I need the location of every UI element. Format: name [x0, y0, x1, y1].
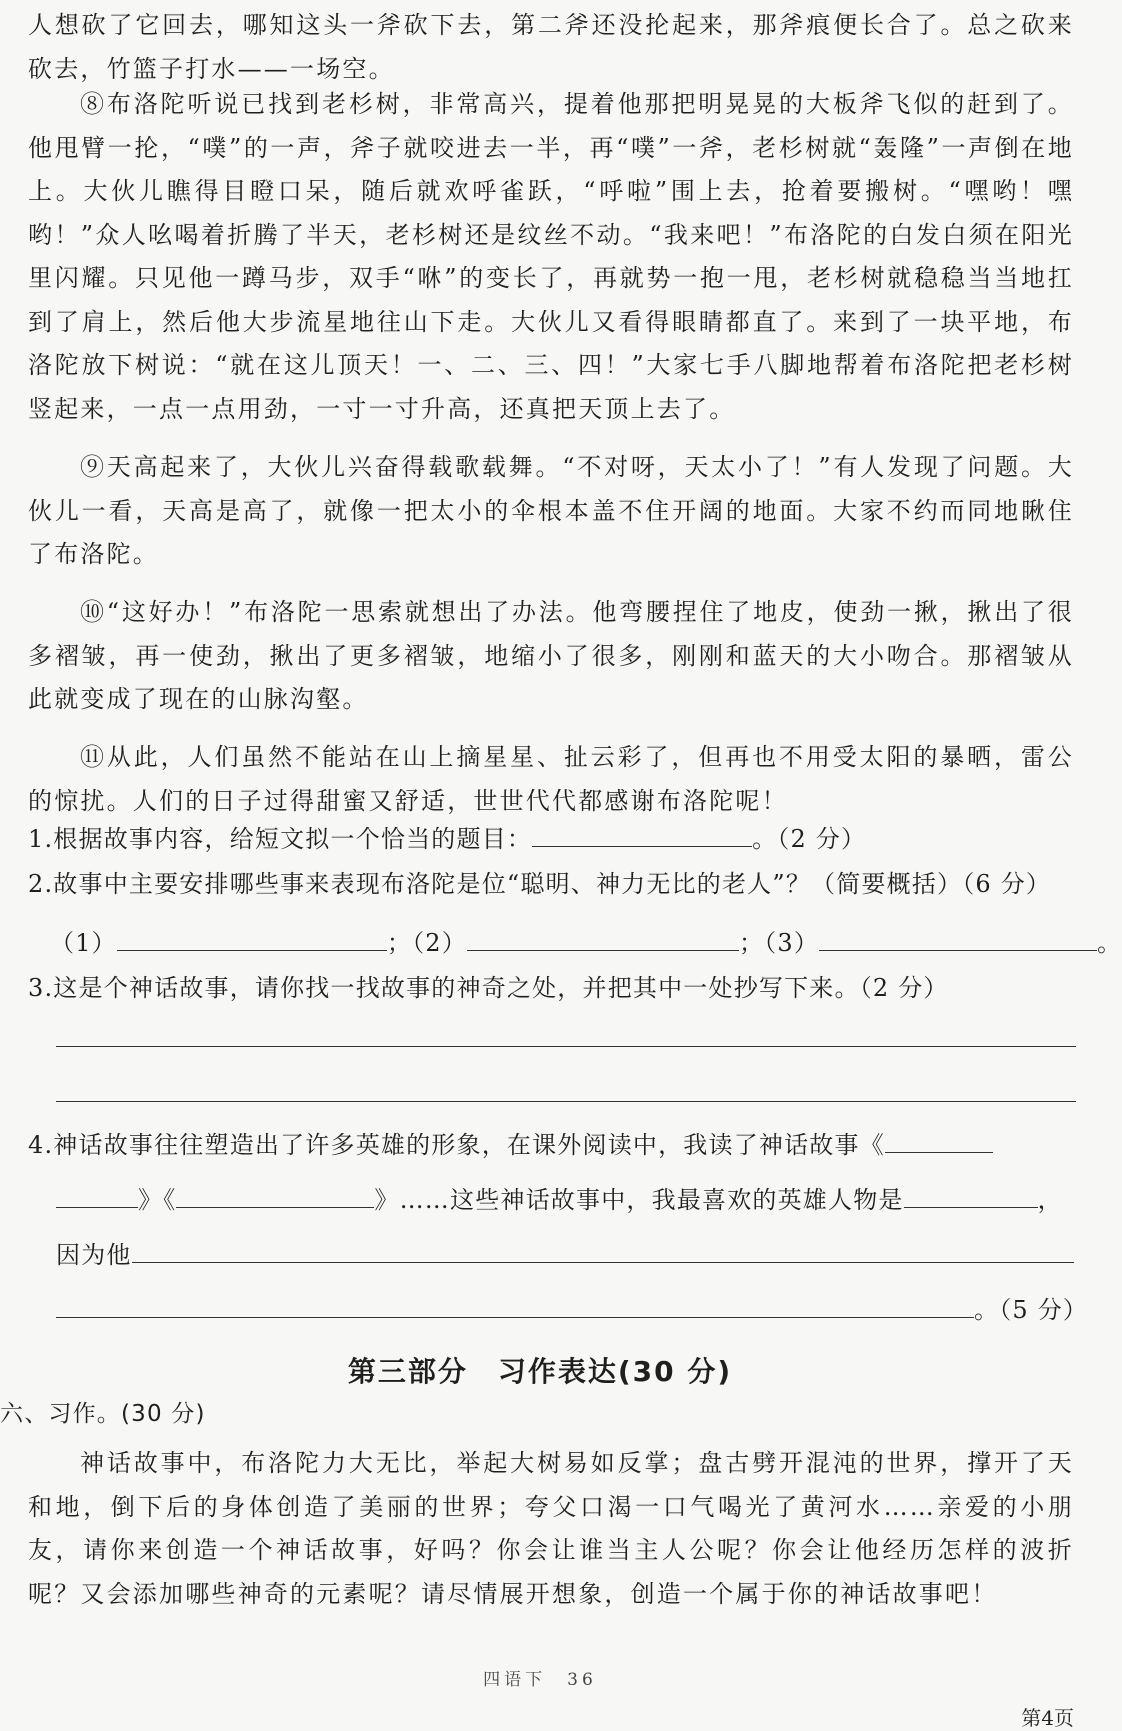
- favorite-hero-text: 》……这些神话故事中，我最喜欢的英雄人物是: [374, 1186, 904, 1214]
- answer-line-1[interactable]: [56, 1046, 1076, 1047]
- question-1-text: 1.根据故事内容，给短文拟一个恰当的题目：: [28, 825, 533, 853]
- question-4-line-3: [56, 1238, 1074, 1271]
- reason-blank-1[interactable]: [132, 1238, 1074, 1263]
- answer-label-3: ；（3）: [738, 929, 820, 957]
- answer-end: 。: [1097, 929, 1122, 957]
- story-paragraph-10: ⑩“这好办！”布洛陀一思索就想出了办法。他弯腰捏住了地皮，使劲一揪，揪出了很多褶皱，再一使劲，揪出了更多褶皱，地缩小了很多，刚刚和蓝天的大小吻合。那褶皱从此就变成了现在的山脉沟壑。: [28, 598, 1074, 713]
- story-paragraph-9: ⑨天高起来了，大伙儿兴奋得载歌载舞。“不对呀，天太小了！”有人发现了问题。大伙儿一看，天高是高了，就像一把太小的伞根本盖不住开阔的地面。大家不约而同地瞅住了布洛陀。: [28, 453, 1074, 568]
- page-footer-label: 四语下 36: [483, 1670, 597, 1690]
- question-4-line-4: [56, 1293, 1088, 1326]
- page-number: 第4页: [1021, 1706, 1074, 1730]
- question-4-text: 4.神话故事往往塑造出了许多英雄的形象，在课外阅读中，我读了神话故事《: [28, 1131, 885, 1159]
- answer-label-2: ；（2）: [386, 929, 467, 957]
- reason-blank-2[interactable]: [56, 1293, 974, 1318]
- event-answer-blank-1[interactable]: [117, 926, 387, 951]
- question-4-line-1: [28, 1128, 993, 1161]
- book-title-blank-1a[interactable]: [885, 1128, 993, 1153]
- title-answer-blank[interactable]: [532, 822, 752, 847]
- question-1: [28, 822, 866, 855]
- section-title: 第三部分 习作表达(30 分): [347, 1355, 733, 1388]
- story-paragraph-continued: 人想砍了它回去，哪知这头一斧砍下去，第二斧还没抡起来，那斧痕便长合了。总之砍来砍去，竹篮子打水——一场空。: [28, 11, 1074, 83]
- answer-label-1: （1）: [50, 929, 117, 957]
- event-answer-blank-3[interactable]: [819, 926, 1097, 951]
- question-2-text: 2.故事中主要安排哪些事来表现布洛陀是位“聪明、神力无比的老人”？（简要概括）（6 分）: [28, 870, 1052, 898]
- story-paragraph-8: ⑧布洛陀听说已找到老杉树，非常高兴，提着他那把明晃晃的大板斧飞似的赶到了。他甩臂一抡，“噗”的一声，斧子就咬进去一半，再“噗”一斧，老杉树就“轰隆”一声倒在地上。大伙儿瞧得目瞪口呆，随后就欢呼雀跃，“呼啦”围上去，抢着要搬树。“嘿哟！嘿哟！”众人吆喝着折腾了半天，老杉树还是纹丝不动。“我来吧！”布洛陀的白发白须在阳光里闪耀。只见他一蹲马步，双手“咻”的变长了，再就势一抱一甩，老杉树就稳稳当当地扛到了肩上，然后他大步流星地往山下走。大伙儿又看得眼睛都直了。来到了一块平地，布洛陀放下树说：“就在这儿顶天！一、二、三、四！”大家七手八脚地帮着布洛陀把老杉树竖起来，一点一点用劲，一寸一寸升高，还真把天顶上去了。: [28, 90, 1074, 423]
- event-answer-blank-2[interactable]: [467, 926, 739, 951]
- question-4-line-2: [56, 1183, 1063, 1216]
- book-title-blank-1b[interactable]: [56, 1183, 138, 1208]
- story-paragraph-11: ⑪从此，人们虽然不能站在山上摘星星、扯云彩了，但再也不用受太阳的暴晒，雷公的惊扰。人们的日子过得甜蜜又舒适，世世代代都感谢布洛陀呢！: [28, 743, 1074, 815]
- because-label: 因为他: [56, 1241, 132, 1269]
- book-title-blank-2[interactable]: [176, 1183, 374, 1208]
- book-bracket-separator: 》《: [138, 1186, 177, 1214]
- answer-line-2[interactable]: [56, 1101, 1076, 1102]
- question-2-answers: [50, 926, 1122, 959]
- question-4-score: 。（5 分）: [974, 1296, 1089, 1324]
- essay-prompt: 神话故事中，布洛陀力大无比，举起大树易如反掌；盘古劈开混沌的世界，撑开了天和地，倒下后的身体创造了美丽的世界；夸父口渴一口气喝光了黄河水……亲爱的小朋友，请你来创造一个神话故事，好吗？你会让谁当主人公呢？你会让他经历怎样的波折呢？又会添加哪些神奇的元素呢？请尽情展开想象，创造一个属于你的神话故事吧！: [28, 1449, 1074, 1608]
- question-3-text: 3.这是个神话故事，请你找一找故事的神奇之处，并把其中一处抄写下来。（2 分）: [28, 974, 949, 1002]
- question-1-score: 。（2 分）: [752, 825, 867, 853]
- favorite-hero-blank[interactable]: [904, 1183, 1038, 1208]
- essay-heading: 六、习作。(30 分): [0, 1401, 206, 1427]
- question-4-comma: ，: [1037, 1186, 1063, 1214]
